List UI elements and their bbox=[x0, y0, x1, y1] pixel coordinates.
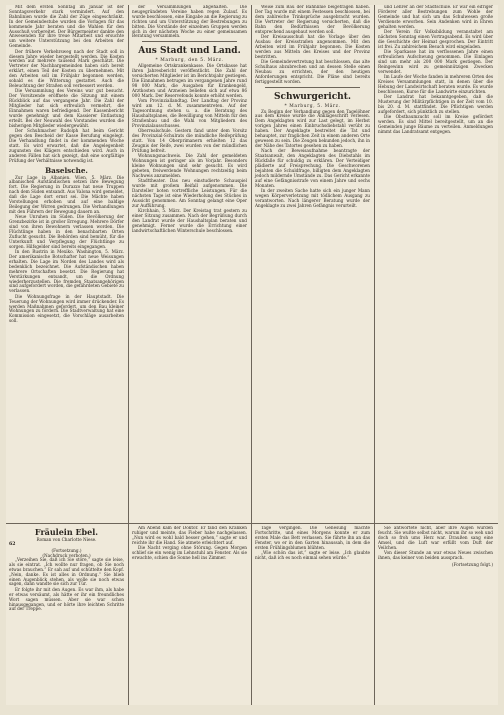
article-paragraph: Im Laufe der Woche fanden in mehreren Orten des Kreises Versammlungen statt, in denen über die Hebung der Landwirtschaft beraten wurde. Es wurde beschlossen, Kurse für die Landwirte einzurichten. bbox=[378, 74, 493, 94]
reprint-notice: (Nachdruck verboten.) bbox=[42, 552, 91, 558]
column-1 bbox=[6, 5, 127, 521]
article-paragraph: Der Verein für Volksbildung veranstaltet am nächsten Sonntag einen Vortragsabend. Es wird über die Geschichte der Heimat gesprochen. Der Eintritt ist frei. Zu zahlreichem Besuch wird eingeladen. bbox=[378, 29, 493, 49]
article-paragraph: Die Gemeindevertretung hat beschlossen, das alte Schulhaus abzubrechen und an dessen Stelle einen Neubau zu errichten, der den heutigen Anforderungen entspricht. Die Pläne sind bereits fertiggestellt worden. bbox=[255, 58, 370, 84]
column-3 bbox=[252, 5, 373, 521]
article-paragraph: Zu Beginn der Verhandlung gegen den Tagelöhner aus dem Kreise wurde die Anklageschrift verlesen. Dem Angeklagten wird zur Last gelegt, im Herbst vorigen Jahres einen Einbruchsdiebstahl verübt zu haben. Der Angeklagte bestreitet die Tat und behauptet, zur fraglichen Zeit in einem anderen Orte gewesen zu sein. Die Zeugen bekunden jedoch, ihn in der Nähe des Tatortes gesehen zu haben. bbox=[255, 108, 370, 148]
feuilleton-column-4 bbox=[375, 526, 496, 704]
story-paragraph: Die Nacht verging ohne Störung. Gegen Morgen schlief sie ein wenig im Lehnstuhl am Fenster. Als sie erwachte, schien die Sonne hell ins Zimmer. bbox=[132, 545, 247, 560]
feuilleton-column-2 bbox=[129, 526, 250, 704]
section-heading: Baselsche. bbox=[45, 165, 88, 175]
article-paragraph: und Lehrer an der Stadtschule. Er war ein eifriger Förderer aller Bestrebungen zum Wohle der Gemeinde und hat sich um das Schulwesen große Verdienste erworben. Sein Andenken wird in Ehren gehalten werden. bbox=[378, 5, 493, 29]
dateline: * Marburg, 5. März. bbox=[284, 103, 341, 109]
section-heading: Schwurgericht. bbox=[273, 91, 352, 102]
article-paragraph: Die Obstbaumzucht soll im Kreise gefördert werden. Es sind Mittel bereitgestellt, um an die Gemeinden junge Bäume zu verteilen. Anmeldungen nimmt das Landratsamt entgegen. bbox=[378, 114, 493, 135]
article-paragraph: Stadttheater. Das neu einstudierte Schauspiel wurde mit großem Beifall aufgenommen. Die Darsteller boten vortreffliche Leistungen. Für die nächsten Tage ist eine Wiederholung des Stückes in Aussicht genommen. Am Sonntag gelangt eine Oper zur Aufführung. bbox=[132, 178, 247, 208]
story-paragraph: Er folgte ihr mit den Augen. Es war ihm, als habe er etwas versäumt, als hätte er ihr ein freundliches Wort sagen müssen. Aber sie war schon hinausgegangen, und er hörte ihre leichten Schritte auf der Treppe. bbox=[9, 586, 124, 612]
story-paragraph: Tage vergingen. Die Genesung machte Fortschritte, und eines Morgens konnte er zum ersten Male das Bett verlassen. Sie führte ihn an das Fenster, wo er in den Garten hinaussah, in dem die ersten Frühlingsblumen blühten. bbox=[255, 526, 370, 550]
story-paragraph: „Wie schön das ist,“ sagte er leise. „Ich glaubte nicht, daß ich es noch einmal sehen würde.“ bbox=[255, 550, 370, 560]
article-paragraph: Mit dem ersten Sonntag im Januar ist der Sonntagsverkehr stark vermindert. Auf den Bahnlinien wurde die Zahl der Züge eingeschränkt. In der Gemeindestube wurden die Vorlagen für das kommende Jahr beraten und die Wahlen für den Ausschuß vorbereitet. Der Bürgermeister dankte den Anwesenden für ihre treue Mitarbeit und ersuchte um weitere Unterstützung bei den Arbeiten der Gemeinde. bbox=[9, 5, 124, 49]
article-paragraph: Der frühere Verkehrsweg nach der Stadt soll in diesem Jahre wieder hergestellt werden. Die Kosten werden auf mehrere tausend Mark geschätzt. Die Vertreter der Nachbargemeinden haben sich bereit erklärt, einen Teil der Kosten zu übernehmen. Mit den Arbeiten soll im Frühjahr begonnen werden, sobald es die Witterung gestattet. Auch die Beleuchtung der Straßen soll verbessert werden. bbox=[9, 48, 124, 88]
feuilleton-column-1 bbox=[6, 526, 127, 704]
article-paragraph: Vom Provinziallandtag. Der Landtag der Provinz wird am 12. d. M. zusammentreten. Auf der Tagesordnung stehen u. a. die Beratung des Haushaltsplanes, die Bewilligung von Mitteln für den Straßenbau und die Wahl von Mitgliedern des Provinzialausschusses. bbox=[132, 98, 247, 128]
feuilleton-rule bbox=[6, 523, 498, 524]
dateline: * Marburg, den 5. März. bbox=[155, 58, 224, 64]
article-paragraph: Wohnungsnachweis. Die Zahl der gemeldeten Wohnungen ist geringer als im Vorjahr. Besonders kleine Wohnungen sind sehr gesucht. Es wird gebeten, freiwerdende Wohnungen rechtzeitig beim Nachweis anzumelden. bbox=[132, 153, 247, 178]
article-paragraph: Allgemeine Ortskrankenkasse. Die Ortskasse hat ihren Jahresbericht veröffentlicht. Die Zahl der versicherten Mitglieder ist im Berichtsjahr gestiegen. Die Einnahmen betrugen im vergangenen Jahre rund 98 000 Mark, die Ausgaben für Krankengeld, Arztkosten und Arzneien beliefen sich auf etwa 86 000 Mark. Der Reservefonds konnte erhöht werden. bbox=[132, 63, 247, 98]
article-paragraph: Die Wohnungsfrage in der Hauptstadt. Die Teuerung der Wohnungen wird immer drückender. Es werden Maßnahmen gefordert, um den Bau kleiner Wohnungen zu fördern. Die Stadtverwaltung hat eine Kommission eingesetzt, die Vorschläge ausarbeiten soll. bbox=[9, 293, 124, 324]
story-paragraph: „Verzeihen Sie, daß ich Sie störe,“ sagte sie leise, als sie eintrat. „Ich wollte nur fragen, ob Sie noch etwas brauchen.“ Er sah auf und schüttelte den Kopf. „Nein, danke. Es ist alles in Ordnung.“ Sie blieb einen Augenblick stehen, als wolle sie noch etwas sagen, dann wandte sie sich zur Tür. bbox=[9, 556, 124, 587]
article-paragraph: Nach der Beweisaufnahme beantragte der Staatsanwalt, den Angeklagten des Diebstahls im Rückfalle für schuldig zu erklären. Der Verteidiger plädierte auf Freisprechung. Die Geschworenen bejahten die Schuldfrage, billigten dem Angeklagten jedoch mildernde Umstände zu. Das Gericht erkannte auf eine Gefängnisstrafe von einem Jahre und sechs Monaten. bbox=[255, 148, 370, 188]
article-paragraph: In den Rustrin in Mexiko. Washington, 5. März. Der amerikanische Botschafter hat neue Weisungen erhalten. Die Lage im Norden des Landes wird als bedenklich bezeichnet. Die Aufständischen haben mehrere Ortschaften besetzt. Die Regierung hat Verstärkungen entsandt, um die Ordnung wiederherzustellen. Die fremden Staatsangehörigen sind aufgefordert worden, die gefährdeten Gebiete zu verlassen. bbox=[9, 249, 124, 294]
article-paragraph: Die Sparkasse hat im verflossenen Jahre einen erfreulichen Aufschwung genommen. Die Einlagen sind um mehr als 200 000 Mark gestiegen. Der Reingewinn wird zu gemeinnützigen Zwecken verwendet. bbox=[378, 49, 493, 74]
article-paragraph: Weise zum Bau der Bahnlinie beigetragen haben. Der Tag wurde mit einem Festessen beschlossen, bei dem zahlreiche Trinksprüche ausgebracht wurden. Die Vertreter der Regierung versicherten, daß die Bahn den Bedürfnissen der Bevölkerung entsprechend ausgebaut werden soll. bbox=[255, 5, 370, 34]
feuilleton-title: Fräulein Ebel. bbox=[34, 527, 99, 537]
feuilleton-continuation-note: (Fortsetzung.) bbox=[51, 547, 82, 553]
feuilleton-column-3 bbox=[252, 526, 373, 704]
article-paragraph: Kirchhain, 5. März. Der Kreistag trat gestern zu einer Sitzung zusammen. Nach der Begrüßung durch den Landrat wurde der Haushaltsplan beraten und genehmigt. Ferner wurde die Errichtung einer landwirtschaftlichen Winterschule beschlossen. bbox=[132, 208, 247, 233]
article-paragraph: In der zweiten Sache hatte sich ein junger Mann wegen Körperverletzung mit tödlichem Ausgang zu verantworten. Nach längerer Beratung wurde der Angeklagte zu zwei Jahren Gefängnis verurteilt. bbox=[255, 188, 370, 208]
article-paragraph: Die Versammlung des Vereins war gut besucht. Der Vorsitzende eröffnete die Sitzung mit einem Rückblick auf das vergangene Jahr. Die Zahl der Mitglieder hat sich erfreulich vermehrt, die Einnahmen waren befriedigend. Der Kassenbericht wurde genehmigt und dem Kassierer Entlastung erteilt. Bei der Neuwahl des Vorstandes wurden die bisherigen Mitglieder wiedergewählt. bbox=[9, 88, 124, 128]
feuilleton-author: Roman von Charlotte Niese. bbox=[36, 537, 97, 542]
to-be-continued: (Fortsetzung folgt.) bbox=[451, 561, 493, 567]
separator bbox=[142, 41, 237, 42]
story-paragraph: Sie antwortete nicht, aber ihre Augen wurden feucht. Sie wußte selbst nicht, warum ihr so weh und doch so froh ums Herz war. Draußen sang eine Amsel, und die Luft war erfüllt vom Duft der Veilchen. bbox=[378, 526, 493, 550]
story-paragraph: Von dieser Stunde an war etwas Neues zwischen ihnen, das keiner von beiden aussprach. bbox=[378, 550, 493, 560]
column-2 bbox=[129, 5, 250, 521]
story-paragraph: Am Abend kam der Doktor. Er fand den Kranken ruhiger und meinte, das Fieber habe nachgelassen. „Nun wird es wohl bald besser gehen,“ sagte er und reichte ihr die Hand. Sie atmete erleichtert auf. bbox=[132, 526, 247, 545]
article-paragraph: Der Schuhmacher Rudolph hat beim Gericht gegen den Bescheid der Kasse Berufung eingelegt. Die Verhandlung findet in der kommenden Woche statt. Es wird erwartet, daß die Angelegenheit zugunsten des Klägers entschieden wird. Auch in anderen Fällen hat sich gezeigt, daß eine sorgfältige Prüfung der Verhältnisse notwendig ist. bbox=[9, 128, 124, 163]
newspaper-page bbox=[6, 5, 498, 705]
separator bbox=[265, 87, 360, 88]
article-paragraph: Neue Unruhen im Süden. Die Bevölkerung der Grenzbezirke ist in großer Erregung. Mehrere Dörfer sind von ihren Bewohnern verlassen worden. Die Flüchtlinge haben in den benachbarten Orten Zuflucht gesucht. Die Behörden sind bemüht, für die Unterkunft und Verpflegung der Flüchtlinge zu sorgen. Hilfsgelder sind bereits eingegangen. bbox=[9, 214, 124, 249]
article-paragraph: Der Landrat hat bekanntgegeben, daß die Musterung der Militärpflichtigen in der Zeit vom 10. bis 20. d. M. stattfindet. Die Pflichtigen werden aufgefordert, sich pünktlich zu stellen. bbox=[378, 94, 493, 115]
article-paragraph: Zur Lage in Albanien. Wien, 5. März. Die albanischen Aufständischen setzen ihre Bewegung fort. Die Regierung in Durazzo hat neue Truppen nach dem Süden entsandt. Aus Valona wird gemeldet, daß die Lage dort ernst sei. Die Mächte haben Vorstellungen erhoben und auf eine baldige Beilegung der Wirren gedrungen. Die Verhandlungen mit den Führern der Bewegung dauern an. bbox=[9, 174, 124, 214]
article-paragraph: der Versammlungen abgehalten. Die neugegründeten Vereine haben regen Zulauf. Es wurde beschlossen, eine Eingabe an die Regierung zu richten und um Unterstützung der Bestrebungen zu bitten. Die Vorstände der einzelnen Gruppen werden sich in der nächsten Woche zu einer gemeinsamen Beratung versammeln. bbox=[132, 5, 247, 39]
article-paragraph: Oberrealschule. Gestern fand unter dem Vorsitz des Provinzial-Schulrats die mündliche Reifeprüfung statt. Von 14 Oberprimanern erhielten 12 das Zeugnis der Reife, zwei wurden von der mündlichen Prüfung befreit. bbox=[132, 128, 247, 153]
article-paragraph: Der Kreisausschuß hat die Vorlage über den Ausbau der Kreisstraßen angenommen. Mit den Arbeiten wird im Frühjahr begonnen. Die Kosten werden aus Mitteln des Kreises und der Provinz bestritten. bbox=[255, 33, 370, 59]
column-4 bbox=[375, 5, 496, 521]
feuilleton-number: 62 bbox=[9, 542, 16, 547]
section-heading: Aus Stadt und Land. bbox=[138, 46, 241, 57]
